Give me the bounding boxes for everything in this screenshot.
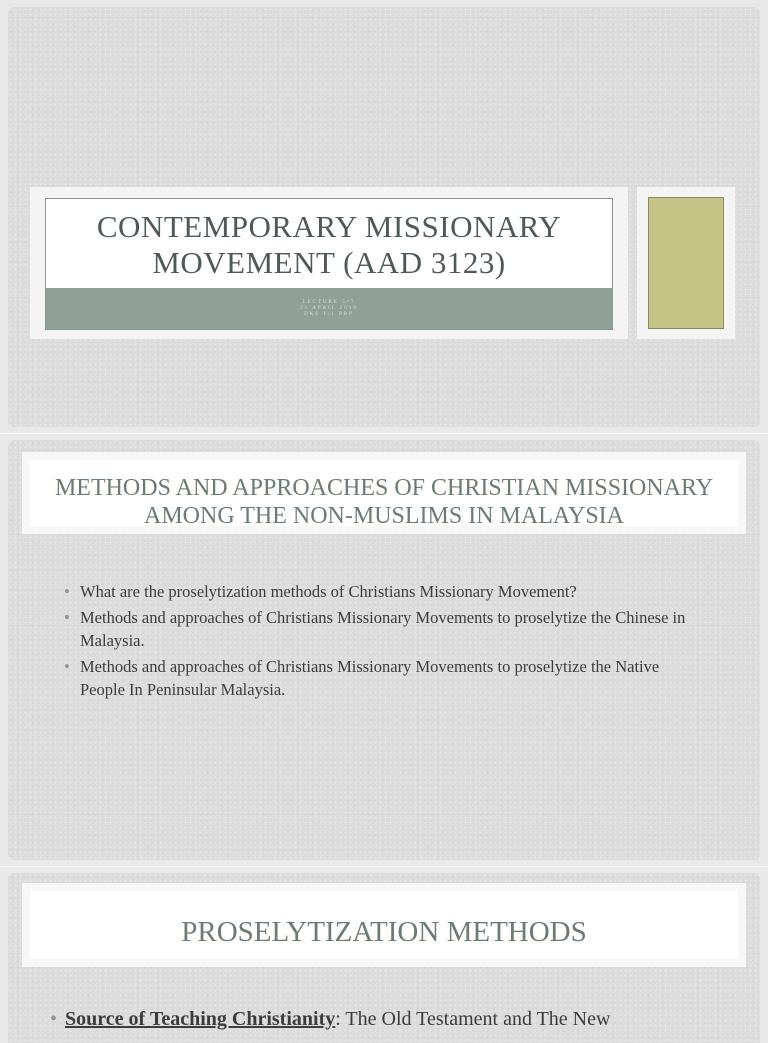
slide-heading: PROSELYTIZATION METHODS (181, 916, 587, 948)
bullet-item: • Methods and approaches of Christians Missionary Movements to proselytize the Chinese in Malaysia. (64, 606, 694, 652)
bullet-dot-icon: • (50, 1008, 58, 1030)
bullet-item: • What are the proselytization methods of Christians Missionary Movement? (64, 580, 694, 603)
slide-3 (8, 873, 760, 1043)
subtitle-band (46, 288, 612, 329)
slide-1 (8, 7, 760, 427)
bullet-item (50, 1007, 750, 1031)
bullet-text: : The Old Testament and The New (335, 1008, 611, 1030)
bullet-list (64, 580, 694, 704)
title-box (45, 198, 613, 330)
heading-frame (22, 452, 746, 534)
slide-separator (0, 433, 768, 434)
slide-2 (8, 440, 760, 860)
heading-box (30, 891, 738, 959)
slide-heading: METHODS AND APPROACHES OF CHRISTIAN MISSIONARY AMONG THE NON-MUSLIMS IN MALAYSIA (54, 475, 714, 529)
bullet-bold-text: Source of Teaching Christianity (65, 1008, 336, 1030)
accent-block (648, 197, 724, 329)
slide-subtitle (46, 300, 612, 318)
bullet-item: • Methods and approaches of Christians Missionary Movements to proselytize the Native People In Peninsular Malaysia. (64, 655, 694, 701)
subtitle-line: LECTURE 5^7 (302, 300, 356, 305)
slide-separator (0, 866, 768, 867)
heading-box (30, 460, 738, 529)
subtitle-line: 21 APRIL 2019 (300, 306, 358, 311)
heading-frame (22, 883, 746, 967)
subtitle-line: DKF 1:1 PRP (304, 312, 354, 317)
slide-title: CONTEMPORARY MISSIONARY MOVEMENT (AAD 3123) (96, 209, 562, 280)
